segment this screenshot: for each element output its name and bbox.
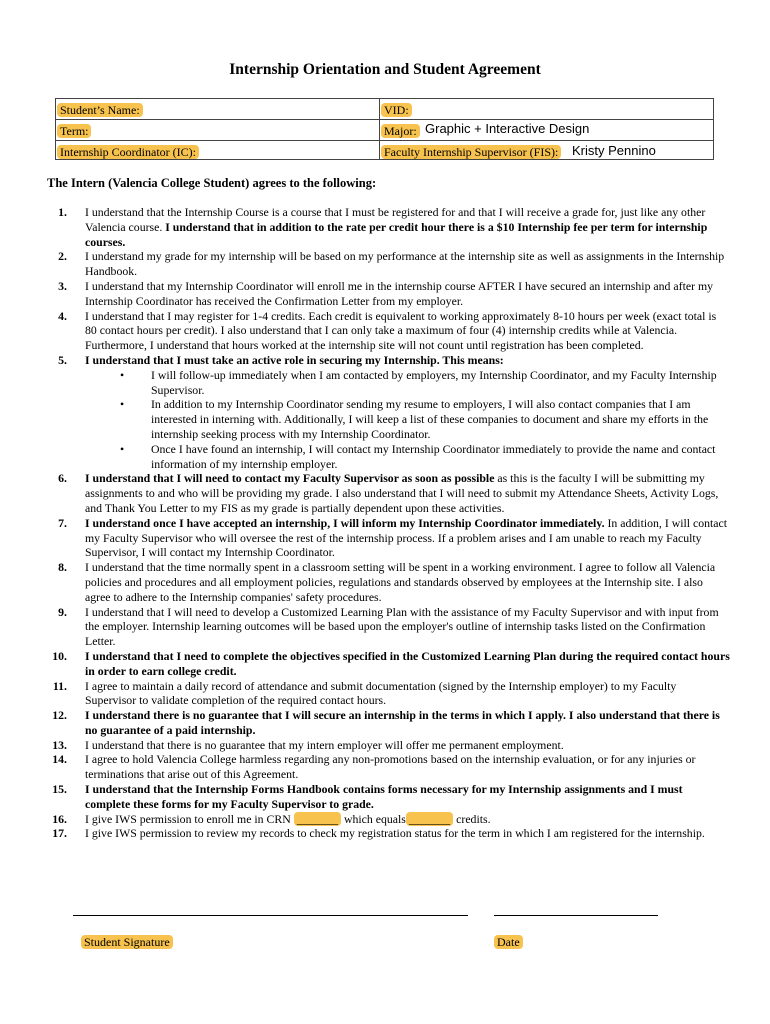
student-signature-line[interactable] <box>73 915 468 916</box>
list-item: 5. I understand that I must take an active role in securing my Internship. This means: • I will follow-up immediately when I am contacted by employers, my Internship Coordinator, and my Faculty Internship Supervisor. • In addition to my Internship Coordinator sending my resume to employers, I will also contact companies that I am interested in interning with. Additionally, I will keep a list of these companies to document and share my efforts in the internship seeking process with my Internship Coordinator. • Once I have found an internship, I will contact my Internship Coordinator immediately to provide the name and contact information of my internship employer. <box>40 353 730 471</box>
credits-field[interactable]: _______ <box>406 812 453 826</box>
major-field[interactable]: Graphic + Interactive Design <box>425 121 590 136</box>
list-item: 9. I understand that I will need to develop a Customized Learning Plan with the assistance of my Faculty Supervisor and with input from the employer. Internship learning outcomes will be based upon the employer's outline of internship tasks listed on the Confirmation Letter. <box>58 604 719 649</box>
vid-label: VID: <box>381 103 412 119</box>
list-item: 1. I understand that the Internship Course is a course that I must be registered for and that I will receive a grade for, just like any other Valencia course. I understand that in addition to the rate per credit hour there is a $10 Internship fee per term for internship courses. <box>58 205 708 249</box>
list-item: 14. I agree to hold Valencia College harmless regarding any non-promotions based on the internship evaluation, or for any injuries or terminations that arise out of this Agreement. <box>52 752 696 782</box>
major-label: Major: <box>381 124 420 140</box>
list-item: 11. I agree to maintain a daily record of attendance and submit documentation (signed by the Internship employer) to my Faculty Supervisor to validate completion of the required contact hours. <box>52 678 677 708</box>
list-item: 7. I understand once I have accepted an internship, I will inform my Internship Coordinator immediately. In addition, I will contact my Faculty Supervisor who will oversee the rest of the internship process. If a problem arises and I am unable to reach my Faculty Supervisor, I will contact my Internship Coordinator. <box>58 515 728 560</box>
bullet-item: • Once I have found an internship, I will contact my Internship Coordinator immediately to provide the name and contact information of my internship employer. <box>120 441 716 471</box>
list-item: 3. I understand that my Internship Coordinator will enroll me in the internship course AFTER I have secured an internship and after my Internship Coordinator has received the Confirmation Letter from my employer. <box>58 278 714 308</box>
list-item: 6. I understand that I will need to contact my Faculty Supervisor as soon as possible as this is the faculty I will be submitting my assignments to and who will be providing my grade. I also understand that I will need to submit my Attendance Sheets, Activity Logs, and Thank You Letter to my FIS as my grade is partially dependent upon these activities. <box>58 471 719 515</box>
list-item: 4. I understand that I may register for 1-4 credits. Each credit is equivalent to working approximately 8-10 hours per week (exact total is 80 contact hours per credit). I also understand that I can only take a maximum of four (4) internship credits while at Valencia. Furthermore, I understand that hours worked at the internship site will not count until registration has been completed. <box>58 308 717 353</box>
faculty-supervisor-label: Faculty Internship Supervisor (FIS): <box>381 145 561 161</box>
faculty-supervisor-field[interactable]: Kristy Pennino <box>572 143 656 158</box>
list-item: 17. I give IWS permission to review my records to check my registration status for the term in which I am registered for the internship. <box>52 826 705 841</box>
list-item: 2. I understand my grade for my internship will be based on my performance at the internship site as well as assignments in the Internship Handbook. <box>58 249 725 279</box>
list-item: 8. I understand that the time normally spent in a classroom setting will be spent in a working environment. I agree to follow all Valencia policies and procedures and all employment policies, regulations and standards observed by employees at the Internship site. I also agree to adhere to the Internship companies' safety procedures. <box>58 560 716 604</box>
list-item: 16. I give IWS permission to enroll me in CRN _______ which equals _______ credits. <box>52 811 491 826</box>
bullet-item: • I will follow-up immediately when I am contacted by employers, my Internship Coordinator, and my Faculty Internship Supervisor. <box>120 367 717 397</box>
bullet-item: • In addition to my Internship Coordinator sending my resume to employers, I will also contact companies that I am interested in interning with. Additionally, I will keep a list of these companies to document and share my efforts in the internship seeking process with my Internship Coordinator. <box>120 397 709 441</box>
crn-field[interactable]: _______ <box>294 812 341 826</box>
term-label: Term: <box>57 124 91 140</box>
agreement-list <box>40 205 730 841</box>
internship-coordinator-label: Internship Coordinator (IC): <box>57 145 199 161</box>
date-label[interactable]: Date <box>494 935 523 951</box>
document-title: Internship Orientation and Student Agreement <box>229 61 541 78</box>
student-name-label: Student’s Name: <box>57 103 143 119</box>
list-item: 10. I understand that I need to complete the objectives specified in the Customized Learning Plan during the required contact hours in order to earn college credit. <box>52 648 730 678</box>
list-item: 12. I understand there is no guarantee that I will secure an internship in the terms in which I apply. I also understand that there is no guarantee of a paid internship. <box>52 708 720 737</box>
list-item: 15. I understand that the Internship Forms Handbook contains forms necessary for my Internship assignments and I must complete these forms for my Faculty Supervisor to grade. <box>52 782 683 811</box>
intro-heading: The Intern (Valencia College Student) agrees to the following: <box>47 176 377 190</box>
student-signature-label[interactable]: Student Signature <box>81 935 173 951</box>
date-line[interactable] <box>494 915 658 916</box>
list-item: 13. I understand that there is no guarantee that my intern employer will offer me permanent employment. <box>52 737 564 752</box>
